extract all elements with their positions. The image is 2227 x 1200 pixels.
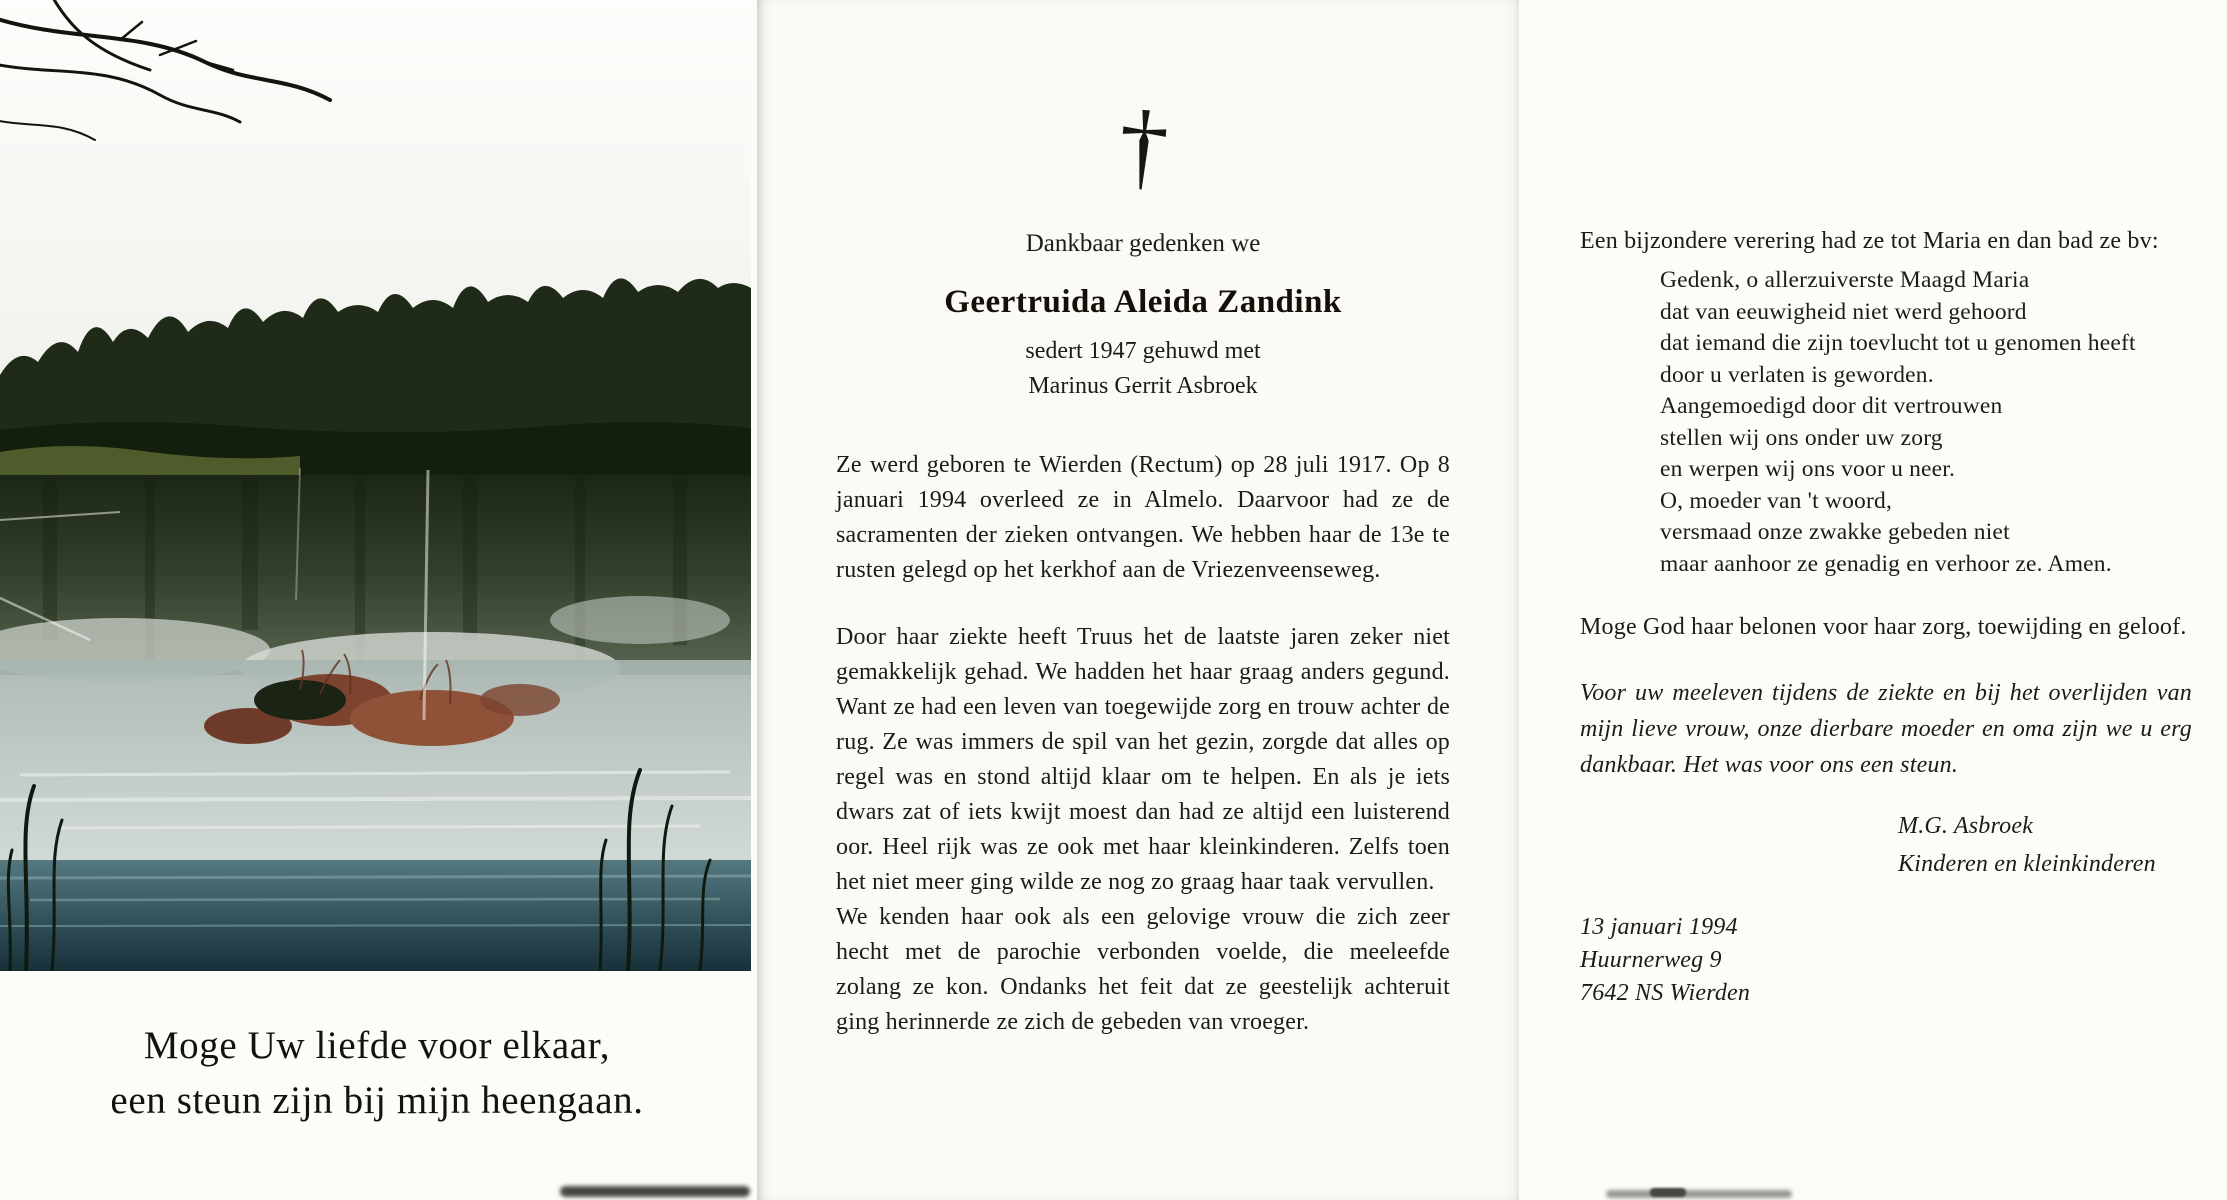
- biography-paragraph-2: Door haar ziekte heeft Truus het de laatste jaren zeker niet gemakkelijk gehad. We hadden het haar graag anders gegund. Want ze had een leven van toegewijde zorg en trouw achter de rug. Ze was immers de spil van het gezin, zorgde dat alles op regel was en stond altijd klaar om te helpen. En als je iets dwars zat of iets kwijt moest dan had ze altijd een luisterend oor. Heel rijk was ze ook met haar kleinkinderen. Zelfs toen het niet meer ging wilde ze nog zo graag haar taak vervullen.: [836, 624, 1450, 895]
- scan-smudge: [560, 1186, 750, 1197]
- blessing-text: Moge God haar belonen voor haar zorg, toewijding en geloof.: [1580, 614, 2187, 640]
- prayer-line: Gedenk, o allerzuiverste Maagd Maria: [1660, 267, 2030, 293]
- date-address-block: [1580, 911, 2192, 1010]
- devotion-intro: Een bijzondere verering had ze tot Maria en dan bad ze bv:: [1580, 228, 2159, 254]
- lake-landscape-photo: [0, 0, 751, 971]
- signature-family: Kinderen en kleinkinderen: [1898, 851, 2156, 877]
- caption-line-2: een steun zijn bij mijn heengaan.: [110, 1079, 644, 1122]
- marriage-line-2: Marinus Gerrit Asbroek: [1028, 373, 1258, 399]
- prayer-line: stellen wij ons onder uw zorg: [1660, 424, 1943, 451]
- signature-block: [1898, 807, 2192, 883]
- caption-line-1: Moge Uw liefde voor elkaar,: [143, 1024, 611, 1067]
- prayer-line: maar aanhoor ze genadig en verhoor ze. Amen.: [1660, 550, 2112, 577]
- prayer-column: [1580, 224, 2192, 1010]
- prayer-line: dat iemand die zijn toevlucht tot u genomen heeft: [1660, 330, 2136, 356]
- remembrance-intro: Dankbaar gedenken we: [1025, 230, 1261, 257]
- cross-row: [836, 90, 1450, 202]
- prayer-line: dat van eeuwigheid niet werd gehoord: [1660, 298, 2027, 325]
- card-date: 13 januari 1994: [1580, 914, 1738, 940]
- biography-paragraph-3: We kenden haar ook als een gelovige vrouw die zich zeer hecht met de parochie verbonden voelde, die meeleefde zolang ze kon. Ondanks het feit dat ze geestelijk achteruit ging herinnerde ze zich de gebeden van vroeger.: [836, 904, 1450, 1035]
- prayer-line: versmaad onze zwakke gebeden niet: [1660, 519, 2010, 545]
- photo-caption: [52, 1018, 702, 1128]
- deceased-name: Geertruida Aleida Zandink: [944, 284, 1342, 320]
- prayer-line: en werpen wij ons voor u neer.: [1660, 456, 1956, 482]
- prayer-line: O, moeder van 't woord,: [1660, 487, 1893, 514]
- acknowledgement-text: Voor uw meeleven tijdens de ziekte en bij het overlijden van mijn lieve vrouw, onze dierbare moeder en oma zijn we u erg dankbaar. Het was voor ons een steun.: [1580, 680, 2192, 778]
- scan-smudge: [1606, 1190, 1792, 1198]
- memorial-text-column: [836, 90, 1450, 1040]
- address-street: Huurnerweg 9: [1580, 947, 1722, 973]
- photo-panel: [0, 0, 751, 971]
- scan-smudge: [1650, 1188, 1686, 1197]
- marian-prayer: [1660, 265, 2192, 580]
- cross-icon: †: [1114, 90, 1172, 202]
- prayer-line: door u verlaten is geworden.: [1660, 361, 1934, 388]
- prayer-line: Aangemoedigd door dit vertrouwen: [1660, 393, 2003, 419]
- marriage-line-1: sedert 1947 gehuwd met: [1025, 338, 1261, 364]
- signature-name: M.G. Asbroek: [1898, 813, 2034, 839]
- biography-paragraph-1: Ze werd geboren te Wierden (Rectum) op 28 juli 1917. Op 8 januari 1994 overleed ze in Almelo. Daarvoor had ze de sacramenten der zieken ontvangen. We hebben haar de 13e te rusten gelegd op het kerkhof aan de Vriezenveenseweg.: [836, 452, 1450, 583]
- marriage-lines: [836, 334, 1450, 404]
- address-city: 7642 NS Wierden: [1580, 980, 1751, 1006]
